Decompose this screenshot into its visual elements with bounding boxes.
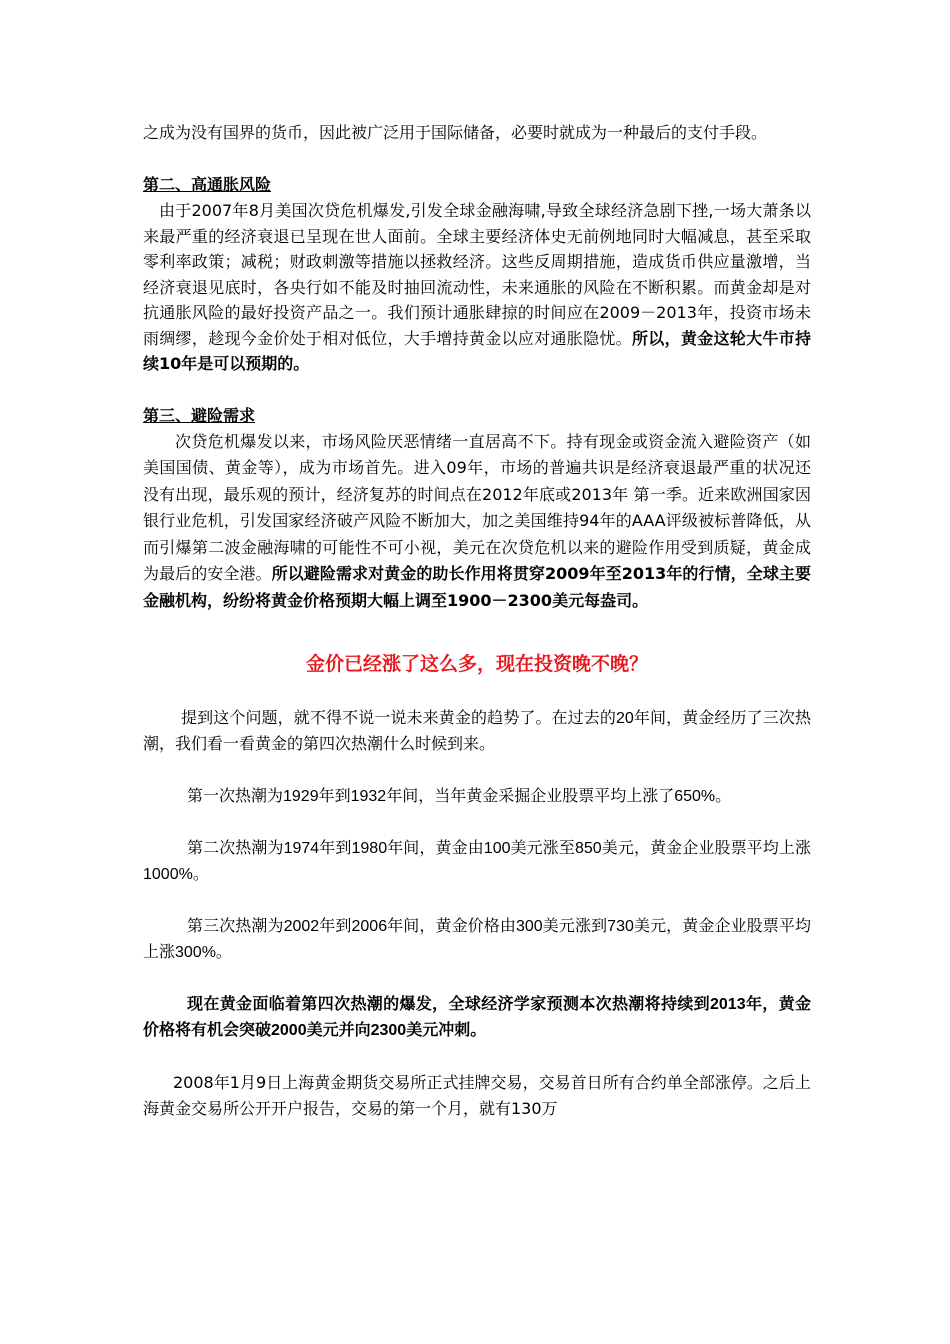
intro-paragraph: 之成为没有国界的货币，因此被广泛用于国际储备，必要时就成为一种最后的支付手段。 xyxy=(143,123,768,142)
paragraph-shanghai-exchange: 2008年1月9日上海黄金期货交易所正式挂牌交易，交易首日所有合约单全部涨停。之后上海黄金交易所公开开户报告，交易的第一个月，就有130万 xyxy=(143,1073,811,1118)
section-2-conclusion: 所以，黄金这轮大牛市持续10年是可以预期的。 xyxy=(143,328,811,373)
section-3-paragraph xyxy=(143,429,811,615)
section-3-conclusion: 所以避险需求对黄金的助长作用将贯穿2009年至2013年的行情，全球主要金融机构，纷纷将黄金价格预期大幅上调至1900－2300美元每盎司。 xyxy=(143,564,811,610)
section-2-heading: 第二、高通胀风险 xyxy=(143,175,272,194)
document-page xyxy=(143,120,811,1122)
section-2-body: 由于2007年8月美国次贷危机爆发,引发全球金融海啸,导致全球经济急剧下挫,一场大萧条以来最严重的经济衰退已呈现在世人面前。全球主要经济体史无前例地同时大幅减息，甚至采取零利率政策；减税；财政刺激等措施以拯救经济。这些反周期措施，造成货币供应量激增，当经济衰退见底时，各央行如不能及时抽回流动性，未来通胀的风险在不断积累。而黄金却是对抗通胀风险的最好投资产品之一。我们预计通胀肆掠的时间应在2009－2013年，投资市场未雨绸缪，趁现今金价处于相对低位，大手增持黄金以应对通胀隐忧。 xyxy=(143,201,811,348)
paragraph-trend-intro: 提到这个问题，就不得不说一说未来黄金的趋势了。在过去的20年间，黄金经历了三次热潮，我们看一看黄金的第四次热潮什么时候到来。 xyxy=(143,710,811,753)
paragraph-second-boom: 第二次热潮为1974年到1980年间，黄金由100美元涨至850美元，黄金企业股票平均上涨1000%。 xyxy=(143,840,811,883)
section-3-heading: 第三、避险需求 xyxy=(143,405,256,425)
paragraph-first-boom: 第一次热潮为1929年到1932年间，当年黄金采掘企业股票平均上涨了650%。 xyxy=(187,788,732,805)
paragraph-fourth-boom: 现在黄金面临着第四次热潮的爆发，全球经济学家预测本次热潮将持续到2013年，黄金价格将有机会突破2000美元并向2300美元冲刺。 xyxy=(143,996,811,1039)
paragraph-third-boom: 第三次热潮为2002年到2006年间，黄金价格由300美元涨到730美元，黄金企业股票平均上涨300%。 xyxy=(143,918,811,961)
article-title: 金价已经涨了这么多，现在投资晚不晚？ xyxy=(305,653,648,675)
section-3-body: 次贷危机爆发以来，市场风险厌恶情绪一直居高不下。持有现金或资金流入避险资产（如美国国债、黄金等），成为市场首先。进入09年，市场的普遍共识是经济衰退最严重的状况还没有出现，最乐观的预计，经济复苏的时间点在2012年底或2013年 第一季。近来欧洲国家因银行业危机，引发国家经济破产风险不断加大，加之美国维持94年的AAA评级被标普降低，从而引爆第二波金融海啸的可能性不可小视，美元在次贷危机以来的避险作用受到质疑，黄金成为最后的安全港。 xyxy=(143,431,811,583)
section-2-paragraph xyxy=(143,198,811,377)
